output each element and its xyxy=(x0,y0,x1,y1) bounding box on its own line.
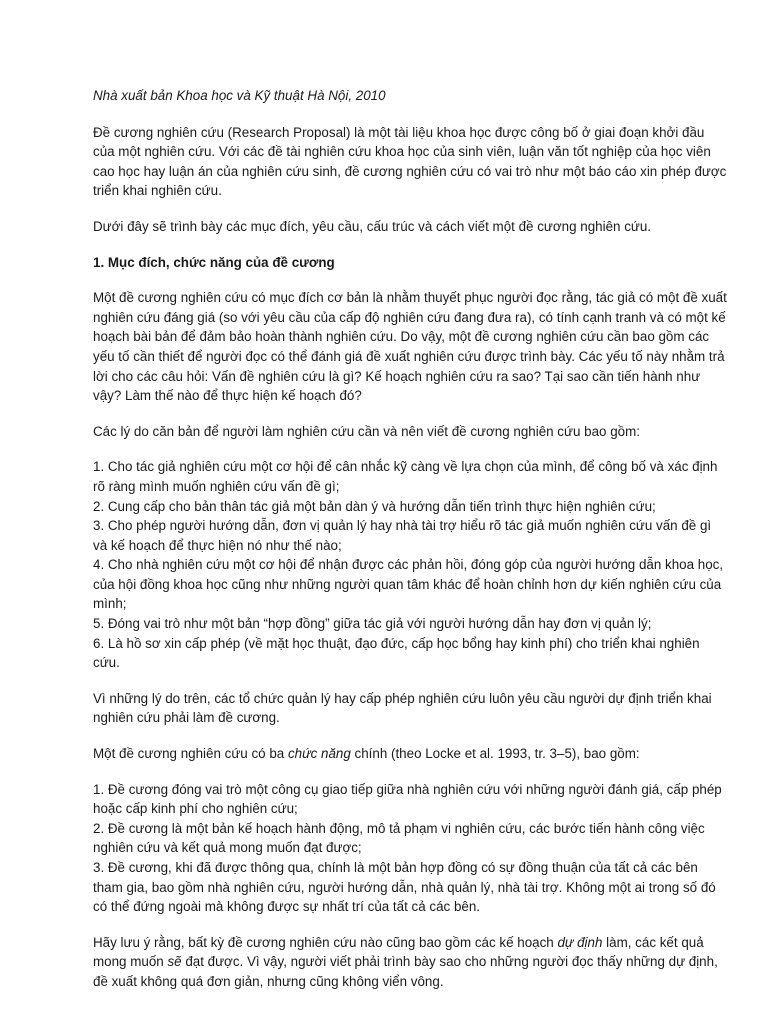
reasons-intro: Các lý do căn bản để người làm nghiên cứu cần và nên viết đề cương nghiên cứu bao gồm: xyxy=(93,423,640,439)
list-item: 2. Đề cương là một bản kế hoạch hành động, mô tả phạm vi nghiên cứu, các bước tiến hành công việc nghiên cứu và kết quả mong muốn đạt được; xyxy=(93,820,705,856)
functions-intro-text-b: chính (theo Locke et al. 1993, tr. 3–5), bao gồm: xyxy=(350,746,640,762)
intro-paragraph: Đề cương nghiên cứu (Research Proposal) là một tài liệu khoa học được công bố ở giai đoạn khởi đầu của một nghiên cứu. Với các đề tài nghiên cứu khoa học của sinh viên, luận văn tốt nghiệp của học viên cao học hay luận án của nghiên cứu sinh, đề cương nghiên cứu có vai trò như một báo cáo xin phép được triển khai nghiên cứu. xyxy=(93,124,727,199)
functions-emphasis: chức năng xyxy=(287,746,351,762)
note-text-b: làm, các kết quả mong muốn xyxy=(93,934,704,970)
section-heading-1: 1. Mục đích, chức năng của đề cương xyxy=(93,254,335,270)
list-item: 3. Đề cương, khi đã được thông qua, chính là một bản hợp đồng có sự đồng thuận của tất cả các bên tham gia, bao gồm nhà nghiên cứu, người hướng dẫn, nhà quản lý, nhà tài trợ. Không một ai trong số đó có thể đứng ngoài mà không được sự nhất trí của tất cả các bên. xyxy=(93,860,716,915)
note-emphasis-2: sẽ xyxy=(167,954,182,970)
note-text-c: đạt được. Vì vậy, người viết phải trình bày sao cho những người đọc thấy những dự định, đề xuất không quá đơn giản, nhưng cũng không viển vông. xyxy=(93,954,718,989)
list-item: 1. Cho tác giả nghiên cứu một cơ hội để cân nhắc kỹ càng về lựa chọn của mình, để công bố và xác định rõ ràng mình muốn nghiên cứu vấn đề gì; xyxy=(93,459,718,494)
requirement-paragraph: Vì những lý do trên, các tổ chức quản lý hay cấp phép nghiên cứu luôn yêu cầu người dự định triển khai nghiên cứu phải làm đề cương. xyxy=(93,690,712,726)
overview-paragraph: Dưới đây sẽ trình bày các mục đích, yêu cầu, cấu trúc và cách viết một đề cương nghiên cứu. xyxy=(93,218,652,234)
note-emphasis-1: dự định xyxy=(557,934,603,950)
list-item: 5. Đóng vai trò như một bản “hợp đồng” giữa tác giả với người hướng dẫn hay đơn vị quản lý; xyxy=(93,616,652,632)
list-item: 1. Đề cương đóng vai trò một công cụ giao tiếp giữa nhà nghiên cứu với những người đánh giá, cấp phép hoặc cấp kinh phí cho nghiên cứu; xyxy=(93,781,722,817)
functions-intro-text-a: Một đề cương nghiên cứu có ba xyxy=(93,746,288,762)
note-text-a: Hãy lưu ý rằng, bất kỳ đề cương nghiên cứu nào cũng bao gồm các kế hoạch xyxy=(93,934,558,950)
list-item: 4. Cho nhà nghiên cứu một cơ hội để nhận được các phản hồi, đóng góp của người hướng dẫn khoa học, của hội đồng khoa học cũng như những người quan tâm khác để hoàn chỉnh hơn dự kiến nghiên cứu của mình; xyxy=(93,557,724,612)
document-source: Nhà xuất bản Khoa học và Kỹ thuật Hà Nội, 2010 xyxy=(93,88,386,103)
purpose-paragraph: Một đề cương nghiên cứu có mục đích cơ bản là nhằm thuyết phục người đọc rằng, tác giả có một đề xuất nghiên cứu đáng giá (so với yêu cầu của cấp độ nghiên cứu đang đưa ra), có tính cạnh tranh và có một kế hoạch bài bản để đảm bảo hoàn thành nghiên cứu. Do vậy, một đề cương nghiên cứu cần bao gồm các yếu tố cần thiết để người đọc có thể đánh giá đề xuất nghiên cứu được trình bày. Các yếu tố này nhằm trả lời cho các câu hỏi: Vấn đề nghiên cứu là gì? Kế hoạch nghiên cứu ra sao? Tại sao cần tiến hành như vậy? Làm thế nào để thực hiện kế hoạch đó? xyxy=(93,290,727,404)
list-item: 6. Là hồ sơ xin cấp phép (về mặt học thuật, đạo đức, cấp học bổng hay kinh phí) cho triển khai nghiên cứu. xyxy=(93,635,700,671)
functions-list xyxy=(93,780,728,917)
list-item: 2. Cung cấp cho bản thân tác giả một bản dàn ý và hướng dẫn tiến trình thực hiện nghiên cứu; xyxy=(93,498,656,514)
functions-intro xyxy=(93,744,728,764)
list-item: 3. Cho phép người hướng dẫn, đơn vị quản lý hay nhà tài trợ hiểu rõ tác giả muốn nghiên cứu vấn đề gì và kế hoạch để thực hiện nó như thế nào; xyxy=(93,518,712,553)
note-paragraph xyxy=(93,933,728,992)
reasons-list xyxy=(93,457,728,673)
